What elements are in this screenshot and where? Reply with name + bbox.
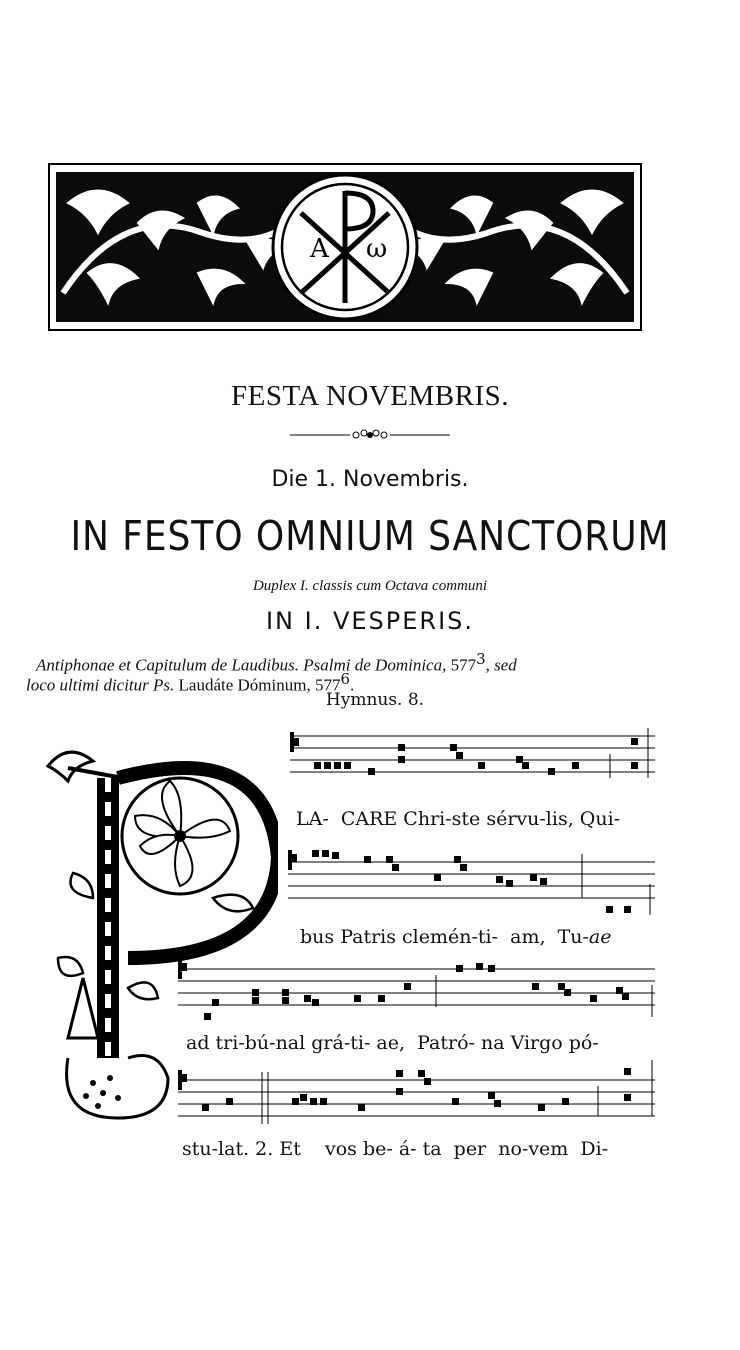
chant-staff-2: [288, 840, 655, 915]
rubric-line-2-text: loco ultimi dicitur Ps.: [26, 675, 175, 695]
hymn-label: Hymnus. 8.: [325, 690, 425, 710]
alpha-letter: A: [310, 234, 329, 264]
feast-rank: Duplex I. classis cum Octava communi: [252, 578, 488, 594]
rubric-line-1-text: Antiphonae et Capitulum de Laudibus. Psalmi de Dominica,: [36, 655, 447, 675]
feast-title: IN FESTO OMNIUM SANCTORUM: [70, 512, 670, 560]
divider-ornament: [270, 425, 470, 443]
lyric-line-3: ad tri-bú-nal grá-ti- ae, Patró- na Virgo pó-: [186, 1032, 599, 1054]
chant-staff-4: [178, 1060, 655, 1132]
lyric-line-4: stu-lat. 2. Et vos be- á- ta per no-vem Di-: [182, 1138, 609, 1160]
lyric-line-1: LA- CARE Chri-ste sérvu-lis, Qui-: [296, 808, 621, 830]
omega-letter: ω: [366, 234, 388, 264]
rubric-line-1-sup: 3: [476, 650, 486, 668]
chant-staff-3: [178, 955, 655, 1027]
chant-staff-1: [290, 728, 655, 778]
office-heading: IN I. VESPERIS.: [265, 607, 475, 635]
feast-date: Die 1. Novembris.: [271, 467, 469, 492]
rubric-line-2-psalm: Laudáte Dóminum, 577: [178, 675, 341, 695]
lyric-line-2-text: bus Patris clemén-ti- am, Tu-: [300, 926, 589, 948]
rubric-line-1-tail: , sed: [485, 655, 517, 675]
rubric-line-2-sup: 6: [340, 670, 351, 688]
header-ornament-banner: [48, 163, 642, 331]
rubric-line-2-end: .: [350, 675, 355, 695]
rubric-line-1-ref: 577: [450, 655, 477, 675]
lyric-line-2: [300, 926, 612, 948]
section-title: FESTA NOVEMBRIS.: [230, 380, 509, 412]
lyric-line-2-italic: ae: [588, 926, 612, 948]
